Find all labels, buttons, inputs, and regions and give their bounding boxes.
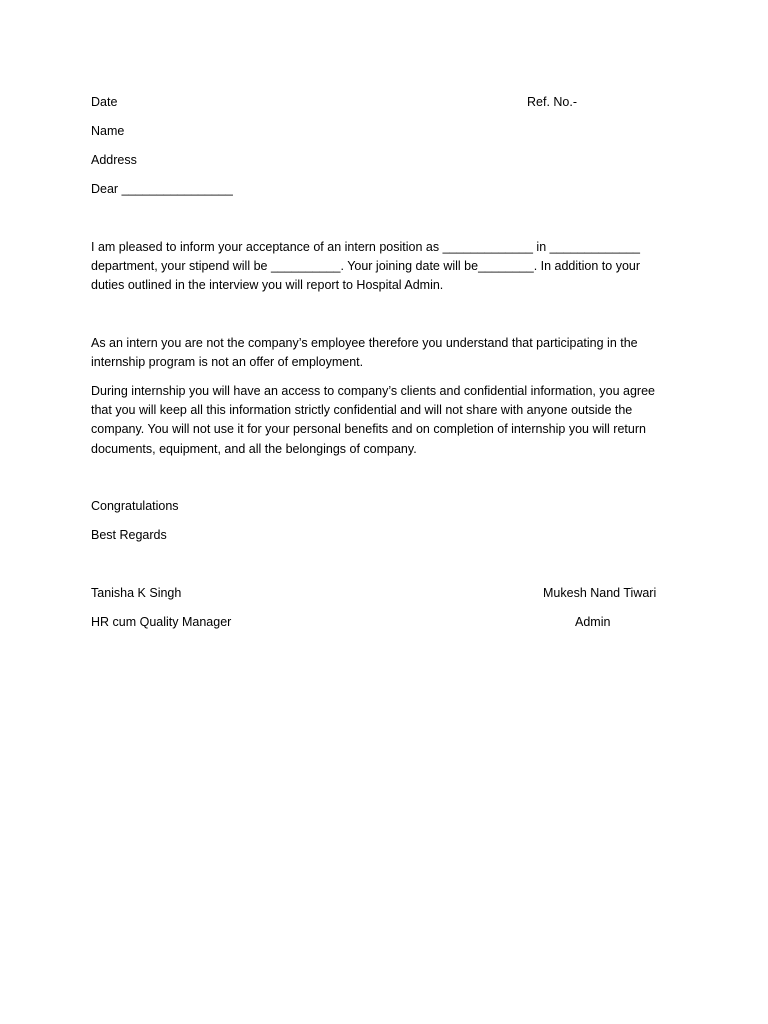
date-label: Date xyxy=(91,95,118,109)
best-regards-text: Best Regards xyxy=(91,528,167,542)
paragraph-line: During internship you will have an access to company’s clients and confidential information, you agree xyxy=(91,384,655,398)
signatory-left-title: HR cum Quality Manager xyxy=(91,615,232,629)
congratulations-text: Congratulations xyxy=(91,499,179,513)
paragraph-line: I am pleased to inform your acceptance of an intern position as _____________ in _____________ xyxy=(91,240,641,254)
address-label: Address xyxy=(91,153,137,167)
paragraph-acceptance xyxy=(91,238,671,296)
salutation: Dear ________________ xyxy=(91,182,233,196)
paragraph-line: company. You will not use it for your personal benefits and on completion of internship you will return xyxy=(91,422,646,437)
paragraph-line: department, your stipend will be __________. Your joining date will be________. In addition to your xyxy=(91,259,641,274)
signatory-right-name: Mukesh Nand Tiwari xyxy=(543,586,657,600)
signatory-left-name: Tanisha K Singh xyxy=(91,586,182,600)
paragraph-line: As an intern you are not the company’s employee therefore you understand that participating in the xyxy=(91,336,638,350)
paragraph-line: duties outlined in the interview you will report to Hospital Admin. xyxy=(91,278,444,293)
paragraph-line: documents, equipment, and all the belongings of company. xyxy=(91,441,417,456)
signatory-right-title: Admin xyxy=(575,615,611,629)
paragraph-line: that you will keep all this information strictly confidential and will not share with anyone outside the xyxy=(91,403,633,418)
name-label: Name xyxy=(91,124,125,138)
paragraph-employment-status xyxy=(91,334,671,372)
paragraph-line: internship program is not an offer of employment. xyxy=(91,355,364,370)
ref-number-label: Ref. No.- xyxy=(527,95,578,109)
paragraph-confidentiality xyxy=(91,382,671,459)
